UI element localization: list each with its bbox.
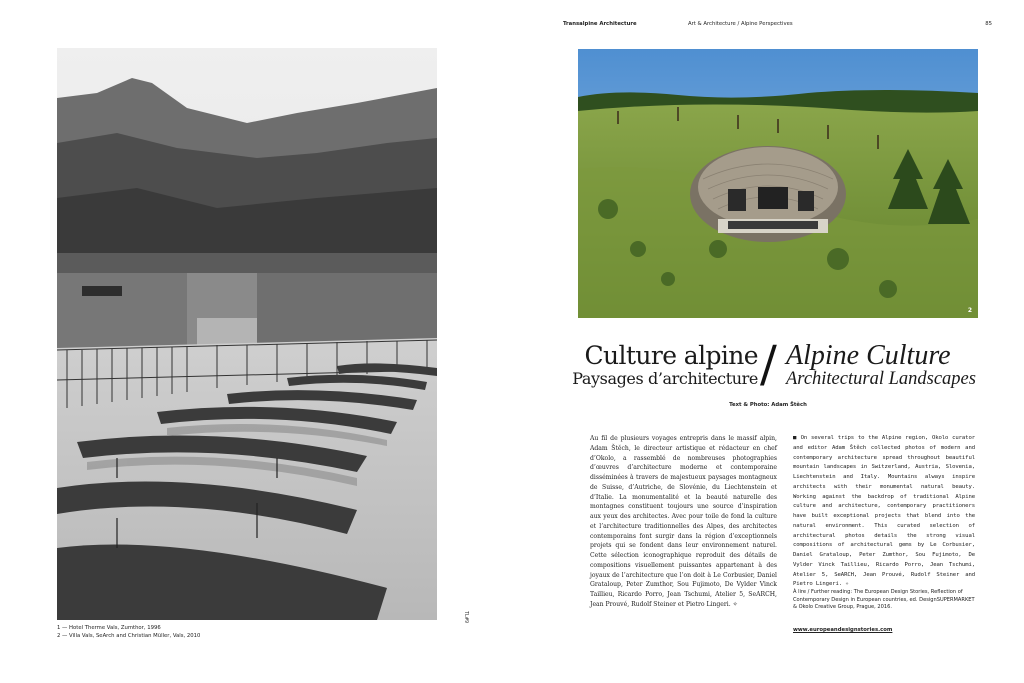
further-reading: À lire / Further reading: The European Design Stories, Reflection of Contemporary Design in European countries, ed. DesignSUPERMARKET & Okolo Creative Group, Prague, 2016. bbox=[793, 589, 975, 611]
title-fr-line1: Culture alpine bbox=[584, 341, 758, 370]
title-en-line2: Architectural Landscapes bbox=[786, 369, 976, 389]
header-section: Transalpine Architecture bbox=[563, 21, 637, 27]
title-fr-line2: Paysages d’architecture bbox=[572, 369, 758, 388]
body-fr-text: Au fil de plusieurs voyages entrepris dans le massif alpin, Adam Štěch, le directeur artistique et rédacteur en chef d’Okolo, a rassemblé de nombreuses photographies d’œuvres d’architecture moderne et contemporaine disséminées à travers de majestueux paysages montagneux de Suisse, d’Autriche, de Slovénie, du Liechtenstein et d’Italie. La monumentalité et la beauté naturelle des montagnes constituent toujours une source d’inspiration aux yeux des architectes. Avec pour toile de fond la culture et l’architecture traditionnelles des Alpes, des architectes contemporains font surgir dans la région d’exceptionnels projets qui se fondent dans leur environnement naturel. Cette sélection iconographique reproduit des détails de compositions visuellement puissantes appartenant à des joyaux de l’architecture que l’on doit à Le Corbusier, Daniel Grataloup, Peter Zumthor, Sou Fujimoto, De Vylder Vinck Taillieu, Ricardo Porro, Jean Tschumi, Atelier 5, SeARCH, Jean Prouvé, Rudolf Steiner et Pietro Lingeri. bbox=[590, 435, 777, 608]
website-link[interactable]: www.europeandesignstories.com bbox=[793, 627, 893, 633]
caption-2: 2 — Villa Vals, SeArch and Christian Müller, Vals, 2010 bbox=[57, 633, 201, 639]
body-english bbox=[793, 434, 975, 590]
title-block bbox=[568, 335, 988, 398]
photo-captions bbox=[57, 624, 437, 640]
villa-vals-illustration bbox=[578, 49, 978, 318]
end-mark-icon: ✧ bbox=[732, 600, 738, 608]
header-subsection: Art & Architecture / Alpine Perspectives bbox=[688, 21, 793, 27]
running-header bbox=[563, 21, 992, 31]
right-page bbox=[512, 0, 1024, 683]
villa-vals-photo bbox=[578, 49, 978, 318]
title-french bbox=[572, 342, 758, 388]
therme-vals-photo bbox=[57, 48, 437, 620]
body-en-text: On several trips to the Alpine region, Okolo curator and editor Adam Štěch collected photos of modern and contemporary architecture spread throughout beautiful mountain landscapes in Switzerland, Austria, Slovenia, Liechtenstein and Italy. Mountains always inspire architects with their monumental natural beauty. Working against the backdrop of traditional Alpine culture and architecture, contemporary practitioners have built exceptional projects that blend into the natural environment. This curated selection of architectural photos details the strong visual compositions of architectural gems by Le Corbusier, Daniel Grataloup, Peter Zumthor, Sou Fujimoto, De Vylder Vinck Taillieu, Ricardo Porro, Jean Tschumi, Atelier 5, SeARCH, Jean Prouvé, Rudolf Steiner and Pietro Lingeri. bbox=[793, 435, 975, 588]
end-mark-icon: ✧ bbox=[845, 581, 849, 588]
caption-1: 1 — Hotel Therme Vals, Zumthor, 1996 bbox=[57, 625, 161, 631]
vertical-folio: TL#9 bbox=[463, 610, 469, 624]
page-number: 85 bbox=[985, 21, 992, 27]
title-english bbox=[786, 342, 976, 389]
square-marker-icon: ■ bbox=[793, 435, 797, 441]
photo-number: 2 bbox=[967, 307, 972, 314]
title-en-line1: Alpine Culture bbox=[786, 340, 951, 371]
therme-vals-illustration bbox=[57, 48, 437, 620]
body-french bbox=[590, 434, 777, 610]
title-slash: / bbox=[760, 335, 777, 393]
byline: Text & Photo: Adam Štěch bbox=[729, 402, 807, 408]
